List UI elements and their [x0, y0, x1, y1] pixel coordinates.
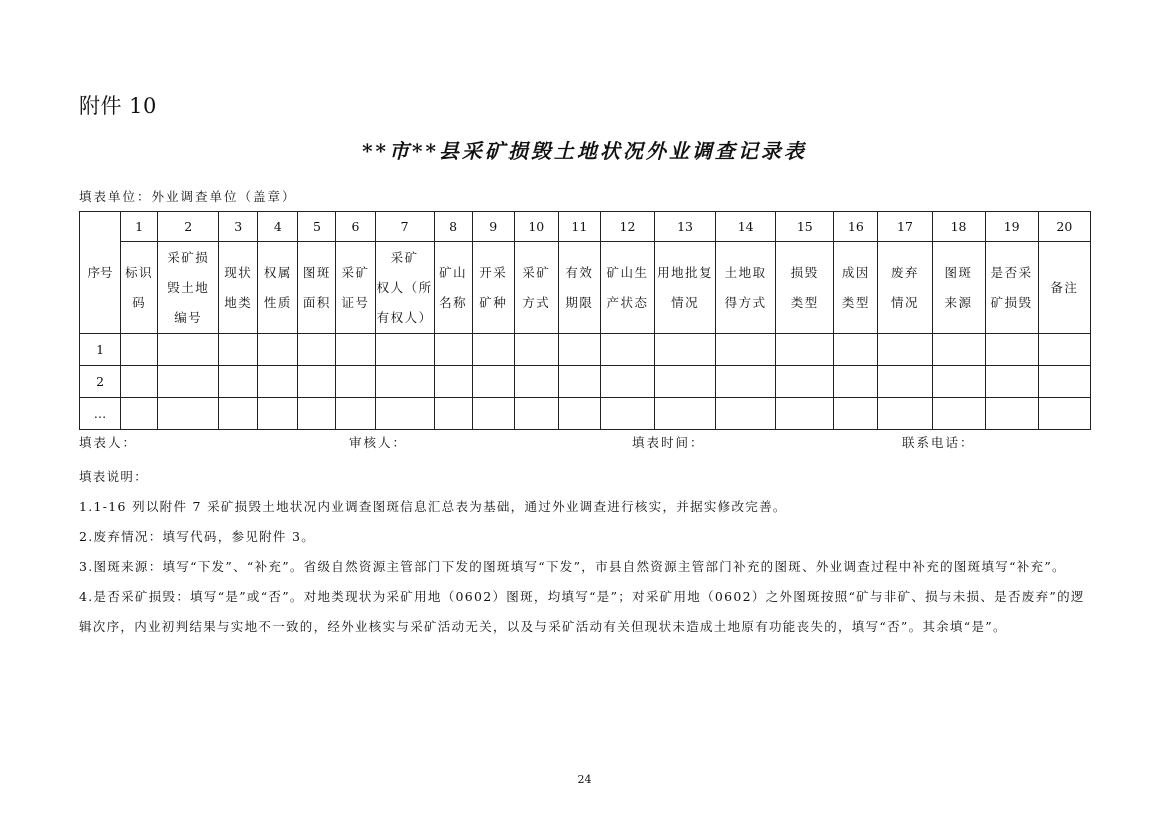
input-cell[interactable]	[472, 366, 514, 398]
column-header-line: 得方式	[724, 294, 767, 310]
input-cell[interactable]	[834, 366, 878, 398]
column-header-line: 矿种	[479, 294, 508, 310]
input-cell[interactable]	[472, 398, 514, 430]
input-cell[interactable]	[776, 334, 834, 366]
column-header-line: 产状态	[606, 294, 649, 310]
input-cell[interactable]	[716, 366, 776, 398]
input-cell[interactable]	[258, 334, 298, 366]
column-header-line: 图斑	[302, 264, 331, 280]
column-header	[716, 242, 776, 334]
input-cell[interactable]	[434, 334, 472, 366]
input-cell[interactable]	[558, 398, 600, 430]
column-number-cell: 7	[375, 212, 434, 242]
fill-unit-label: 填表单位：外业调查单位（盖章）	[79, 189, 297, 204]
column-header	[655, 242, 716, 334]
column-header-line: 采矿	[341, 264, 370, 280]
form-title: **市**县采矿损毁土地状况外业调查记录表	[362, 139, 807, 163]
input-cell[interactable]	[258, 398, 298, 430]
signature-row	[79, 433, 1091, 451]
column-header-line: 情况	[890, 294, 919, 310]
column-header-line: 采矿	[522, 264, 551, 280]
table-row	[80, 366, 1091, 398]
input-cell[interactable]	[121, 366, 158, 398]
reviewer-field: 审核人：	[349, 435, 408, 450]
column-header-line: 情况	[671, 294, 700, 310]
filler-field: 填表人：	[79, 435, 138, 450]
input-cell[interactable]	[600, 366, 654, 398]
row-number: 2	[80, 366, 121, 398]
input-cell[interactable]	[158, 334, 219, 366]
input-cell[interactable]	[336, 366, 375, 398]
input-cell[interactable]	[514, 398, 558, 430]
column-number-cell: 14	[716, 212, 776, 242]
column-header	[375, 242, 434, 334]
column-number-cell: 11	[558, 212, 600, 242]
input-cell[interactable]	[655, 366, 716, 398]
input-cell[interactable]	[158, 366, 219, 398]
input-cell[interactable]	[878, 366, 932, 398]
input-cell[interactable]	[121, 398, 158, 430]
input-cell[interactable]	[776, 398, 834, 430]
column-header-line: 类型	[790, 294, 819, 310]
input-cell[interactable]	[375, 334, 434, 366]
input-cell[interactable]	[834, 398, 878, 430]
notes-section	[79, 462, 1091, 642]
column-header-line: 用地批复	[657, 264, 714, 280]
column-number-cell: 5	[298, 212, 336, 242]
column-number-cell: 8	[434, 212, 472, 242]
input-cell[interactable]	[514, 334, 558, 366]
column-header	[219, 242, 258, 334]
column-number-cell: 2	[158, 212, 219, 242]
column-header-line: 矿山	[439, 264, 468, 280]
input-cell[interactable]	[434, 366, 472, 398]
column-number-cell: 17	[878, 212, 932, 242]
page-number: 24	[577, 773, 592, 786]
table-row	[80, 334, 1091, 366]
column-header-line: 面积	[302, 294, 331, 310]
column-number-row	[80, 212, 1091, 242]
column-header-line: 编号	[174, 309, 203, 325]
input-cell[interactable]	[298, 334, 336, 366]
column-header-line: 矿山生	[606, 264, 649, 280]
input-cell[interactable]	[655, 334, 716, 366]
column-header-line: 类型	[841, 294, 870, 310]
input-cell[interactable]	[776, 366, 834, 398]
column-header-line: 土地取	[724, 264, 767, 280]
column-header	[336, 242, 375, 334]
column-header-line: 有权人）	[376, 309, 433, 325]
column-header-line: 成因	[841, 264, 870, 280]
input-cell[interactable]	[878, 334, 932, 366]
column-header-line: 性质	[263, 294, 292, 310]
column-number-cell: 16	[834, 212, 878, 242]
row-number: 1	[80, 334, 121, 366]
input-cell[interactable]	[375, 398, 434, 430]
input-cell[interactable]	[1038, 366, 1090, 398]
input-cell[interactable]	[932, 366, 985, 398]
column-header	[985, 242, 1038, 334]
column-number-cell: 6	[336, 212, 375, 242]
input-cell[interactable]	[375, 366, 434, 398]
input-cell[interactable]	[434, 398, 472, 430]
column-header-line: 矿损毁	[990, 294, 1033, 310]
input-cell[interactable]	[600, 334, 654, 366]
column-header-line: 方式	[522, 294, 551, 310]
column-number-cell: 15	[776, 212, 834, 242]
column-number-cell: 10	[514, 212, 558, 242]
column-header-line: 图斑	[944, 264, 973, 280]
column-header	[514, 242, 558, 334]
input-cell[interactable]	[219, 398, 258, 430]
input-cell[interactable]	[1038, 398, 1090, 430]
column-header-line: 备注	[1050, 279, 1079, 295]
column-header-line: 权属	[263, 264, 292, 280]
column-header	[878, 242, 932, 334]
input-cell[interactable]	[298, 398, 336, 430]
column-header	[472, 242, 514, 334]
column-header	[932, 242, 985, 334]
input-cell[interactable]	[558, 366, 600, 398]
column-number-cell: 20	[1038, 212, 1090, 242]
column-header-line: 开采	[479, 264, 508, 280]
column-header-line: 现状	[224, 264, 253, 280]
column-header-line: 采矿损	[167, 249, 210, 265]
input-cell[interactable]	[600, 398, 654, 430]
attachment-label: 附件 10	[79, 94, 157, 118]
column-header	[298, 242, 336, 334]
column-header-line: 地类	[224, 294, 253, 310]
input-cell[interactable]	[932, 334, 985, 366]
column-header-line: 是否采	[990, 264, 1033, 280]
table-row	[80, 398, 1091, 430]
input-cell[interactable]	[258, 366, 298, 398]
seq-header: 序号	[80, 212, 121, 334]
column-header-line: 期限	[565, 294, 594, 310]
note-item-1: 1.1-16 列以附件 7 采矿损毁土地状况内业调查图斑信息汇总表为基础，通过外业调查进行核实，并据实修改完善。	[79, 499, 787, 514]
column-header	[258, 242, 298, 334]
column-number-cell: 9	[472, 212, 514, 242]
input-cell[interactable]	[472, 334, 514, 366]
column-header	[434, 242, 472, 334]
notes-heading: 填表说明：	[79, 469, 149, 484]
column-number-cell: 3	[219, 212, 258, 242]
column-number-cell: 18	[932, 212, 985, 242]
column-header	[121, 242, 158, 334]
column-number-cell: 12	[600, 212, 654, 242]
column-header-line: 毁土地	[167, 279, 210, 295]
input-cell[interactable]	[932, 398, 985, 430]
column-header-line: 损毁	[790, 264, 819, 280]
input-cell[interactable]	[219, 334, 258, 366]
column-number-cell: 19	[985, 212, 1038, 242]
column-header	[834, 242, 878, 334]
input-cell[interactable]	[514, 366, 558, 398]
input-cell[interactable]	[985, 334, 1038, 366]
column-number-cell: 13	[655, 212, 716, 242]
column-header-line: 权人（所	[376, 279, 433, 295]
header-row	[80, 242, 1091, 334]
note-item-2: 2.废弃情况：填写代码，参见附件 3。	[79, 529, 316, 544]
column-number-cell: 4	[258, 212, 298, 242]
column-header-line: 来源	[944, 294, 973, 310]
input-cell[interactable]	[219, 366, 258, 398]
input-cell[interactable]	[716, 398, 776, 430]
phone-field: 联系电话：	[902, 435, 975, 450]
column-header-line: 标识	[125, 264, 154, 280]
input-cell[interactable]	[985, 398, 1038, 430]
column-header-line: 名称	[439, 294, 468, 310]
column-header	[1038, 242, 1090, 334]
input-cell[interactable]	[121, 334, 158, 366]
input-cell[interactable]	[158, 398, 219, 430]
input-cell[interactable]	[878, 398, 932, 430]
input-cell[interactable]	[336, 334, 375, 366]
column-header-line: 有效	[565, 264, 594, 280]
note-item-4: 4.是否采矿损毁：填写“是”或“否”。对地类现状为采矿用地（0602）图斑，均填写“是”；对采矿用地（0602）之外图斑按照“矿与非矿、损与未损、是否废弃”的逻辑次序，内业初判结果与实地不一致的，经外业核实与采矿活动无关，以及与采矿活动有关但现状未造成土地原有功能丧失的，填写“否”。其余填“是”。	[79, 589, 1085, 634]
column-number-cell: 1	[121, 212, 158, 242]
input-cell[interactable]	[834, 334, 878, 366]
column-header	[776, 242, 834, 334]
column-header	[600, 242, 654, 334]
input-cell[interactable]	[655, 398, 716, 430]
column-header	[558, 242, 600, 334]
column-header-line: 废弃	[890, 264, 919, 280]
input-cell[interactable]	[336, 398, 375, 430]
column-header-line: 码	[132, 294, 147, 310]
survey-record-table	[79, 211, 1091, 430]
column-header-line: 采矿	[390, 249, 419, 265]
input-cell[interactable]	[1038, 334, 1090, 366]
column-header-line: 证号	[341, 294, 370, 310]
input-cell[interactable]	[558, 334, 600, 366]
input-cell[interactable]	[985, 366, 1038, 398]
row-number: …	[80, 398, 121, 430]
fill-time-field: 填表时间：	[632, 435, 705, 450]
column-header	[158, 242, 219, 334]
input-cell[interactable]	[298, 366, 336, 398]
input-cell[interactable]	[716, 334, 776, 366]
note-item-3: 3.图斑来源：填写“下发”、“补充”。省级自然资源主管部门下发的图斑填写“下发”，市县自然资源主管部门补充的图斑、外业调查过程中补充的图斑填写“补充”。	[79, 559, 1066, 574]
